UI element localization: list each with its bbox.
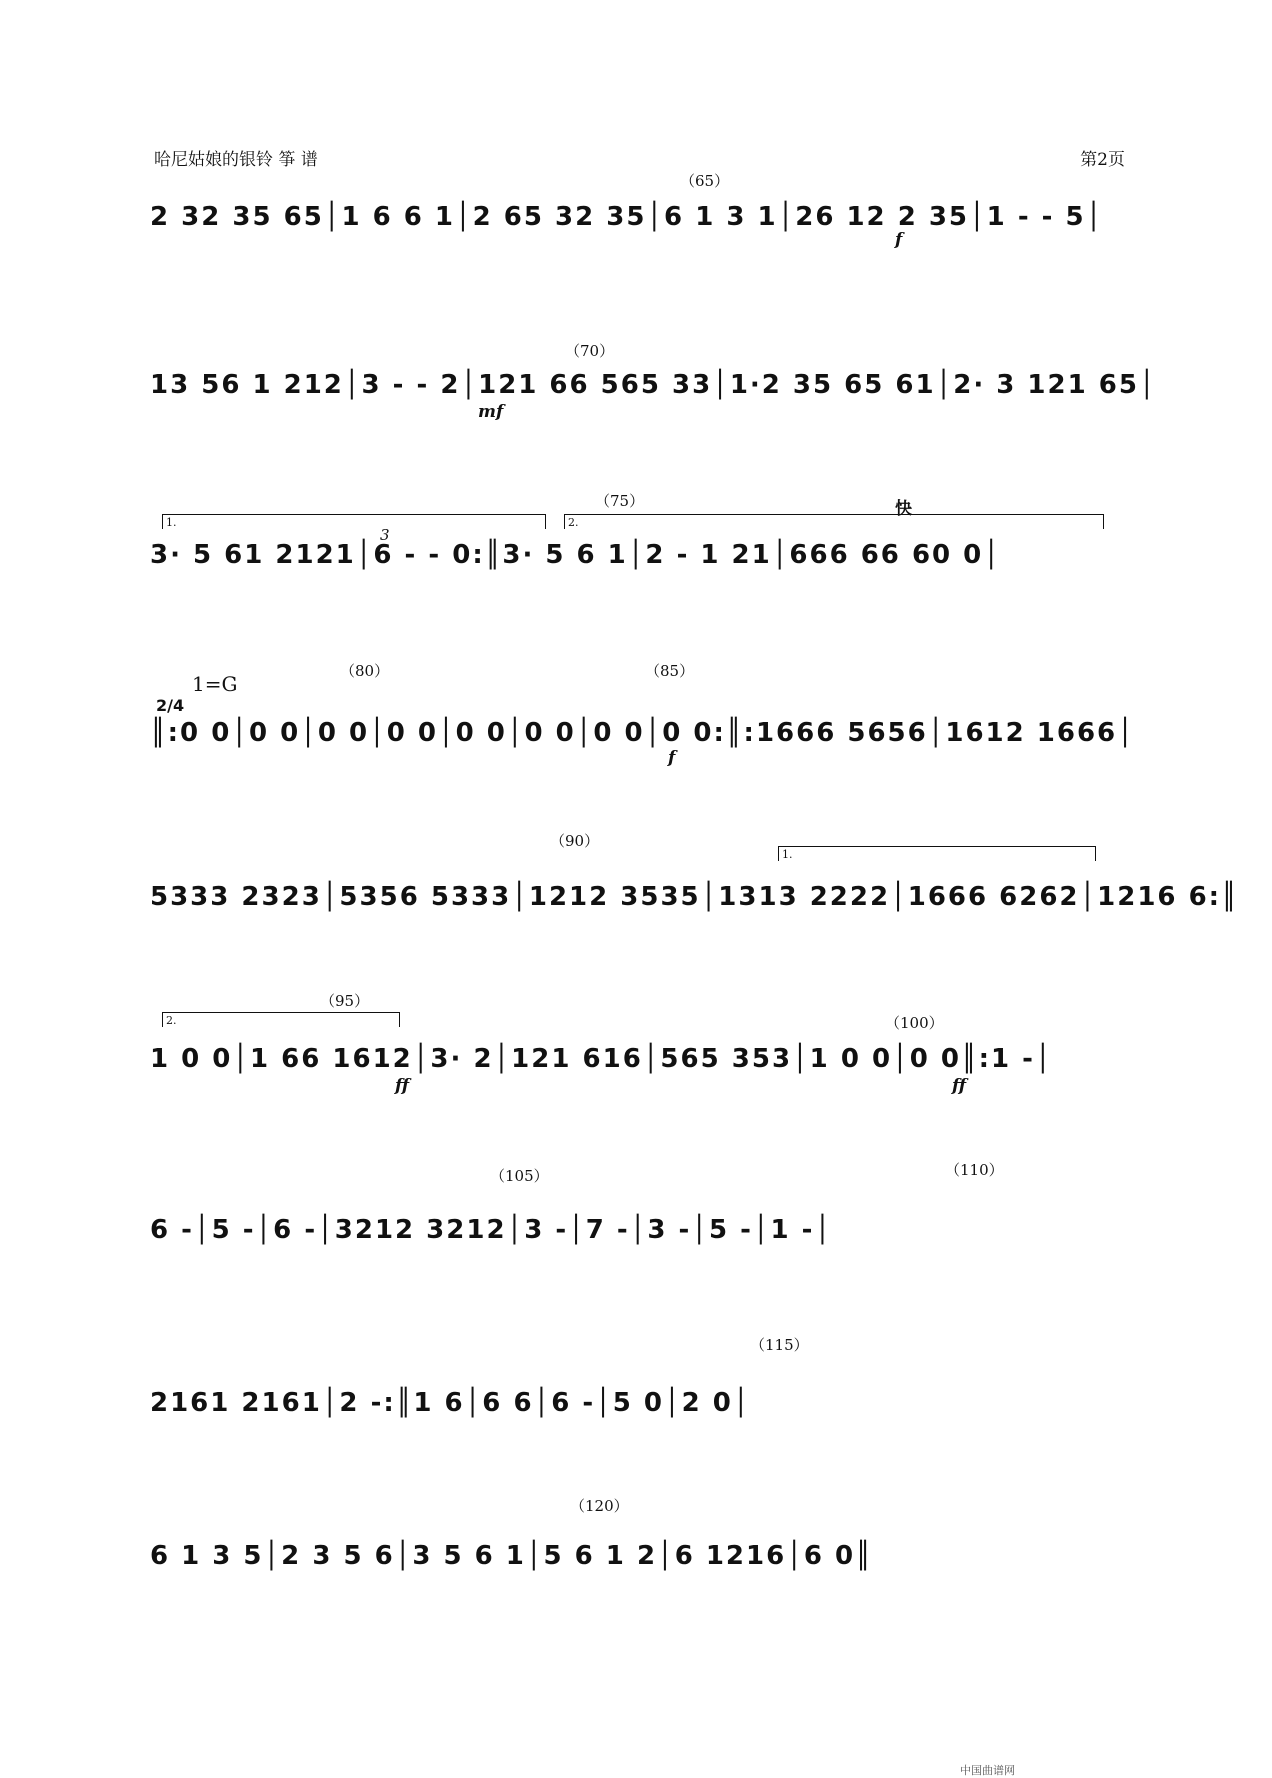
notation-line: ║:0 0│0 0│0 0│0 0│0 0│0 0│0 0│0 0:║:1666 5656│1612 1666│ (150, 718, 1135, 748)
watermark: 中国曲谱网 (960, 1765, 1015, 1777)
measure-number-65: （65） (680, 172, 730, 190)
dynamic-marking: f (895, 230, 903, 250)
measure-number-105: （105） (490, 1167, 549, 1185)
score-system-6 (150, 990, 1110, 1100)
measure-number-75: （75） (595, 492, 645, 510)
score-system-2 (150, 340, 1157, 430)
volta-bracket-1: 1. (162, 514, 546, 529)
notation-line: 2161 2161│2 -:║1 6│6 6│6 -│5 0│2 0│ (150, 1388, 751, 1418)
measure-number-115: （115） (750, 1336, 809, 1354)
notation-line: 3· 5 61 2121│6 - - 0:║3· 5 6 1│2 - 1 21│666 66 60 0│ (150, 540, 1001, 570)
notation-line: 1 0 0│1 66 1612│3· 2│121 616│565 353│1 0 0│0 0║:1 -│ (150, 1044, 1053, 1074)
notation-line: 13 56 1 212│3 - - 2│121 66 565 33│1·2 35 65 61│2· 3 121 65│ (150, 370, 1157, 400)
dynamic-marking: f (668, 748, 676, 768)
measure-number-95: （95） (320, 992, 370, 1010)
score-system-7 (150, 1161, 1110, 1265)
page-number: 第2页 (1080, 150, 1125, 170)
tuplet-mark: 3 (380, 526, 390, 544)
score-system-1 (150, 170, 1110, 260)
score-system-8 (150, 1330, 1110, 1430)
dynamic-marking: ff (952, 1076, 967, 1096)
volta-bracket-2: 2. (162, 1012, 400, 1027)
dynamic-marking: ff (395, 1076, 410, 1096)
dynamic-marking: mf (478, 402, 504, 422)
notation-line: 2 32 35 65│1 6 6 1│2 65 32 35│6 1 3 1│26 12 2 35│1 - - 5│ (150, 202, 1104, 232)
measure-number-90: （90） (550, 832, 600, 850)
measure-number-70: （70） (565, 342, 615, 360)
measure-number-85: （85） (645, 662, 695, 680)
notation-line: 6 -│5 -│6 -│3212 3212│3 -│7 -│3 -│5 -│1 -│ (150, 1215, 833, 1245)
measure-number-80: （80） (340, 662, 390, 680)
measure-number-110: （110） (945, 1161, 1004, 1179)
score-system-4 (150, 660, 1135, 770)
score-system-9 (150, 1495, 1110, 1595)
measure-number-100: （100） (885, 1014, 944, 1032)
score-title: 哈尼姑娘的银铃 筝 谱 (154, 150, 318, 170)
key-signature: 1=G (192, 672, 238, 696)
score-system-5 (150, 830, 1239, 930)
time-signature: 2/4 (156, 696, 185, 715)
notation-line: 5333 2323│5356 5333│1212 3535│1313 2222│1666 6262│1216 6:║ (150, 882, 1239, 912)
volta-bracket-2: 2. (564, 514, 1104, 529)
notation-line: 6 1 3 5│2 3 5 6│3 5 6 1│5 6 1 2│6 1216│6 0║ (150, 1541, 873, 1571)
volta-bracket-1: 1. (778, 846, 1096, 861)
score-system-3 (150, 490, 1110, 590)
tempo-marking: 快 (895, 499, 912, 519)
measure-number-120: （120） (570, 1497, 629, 1515)
